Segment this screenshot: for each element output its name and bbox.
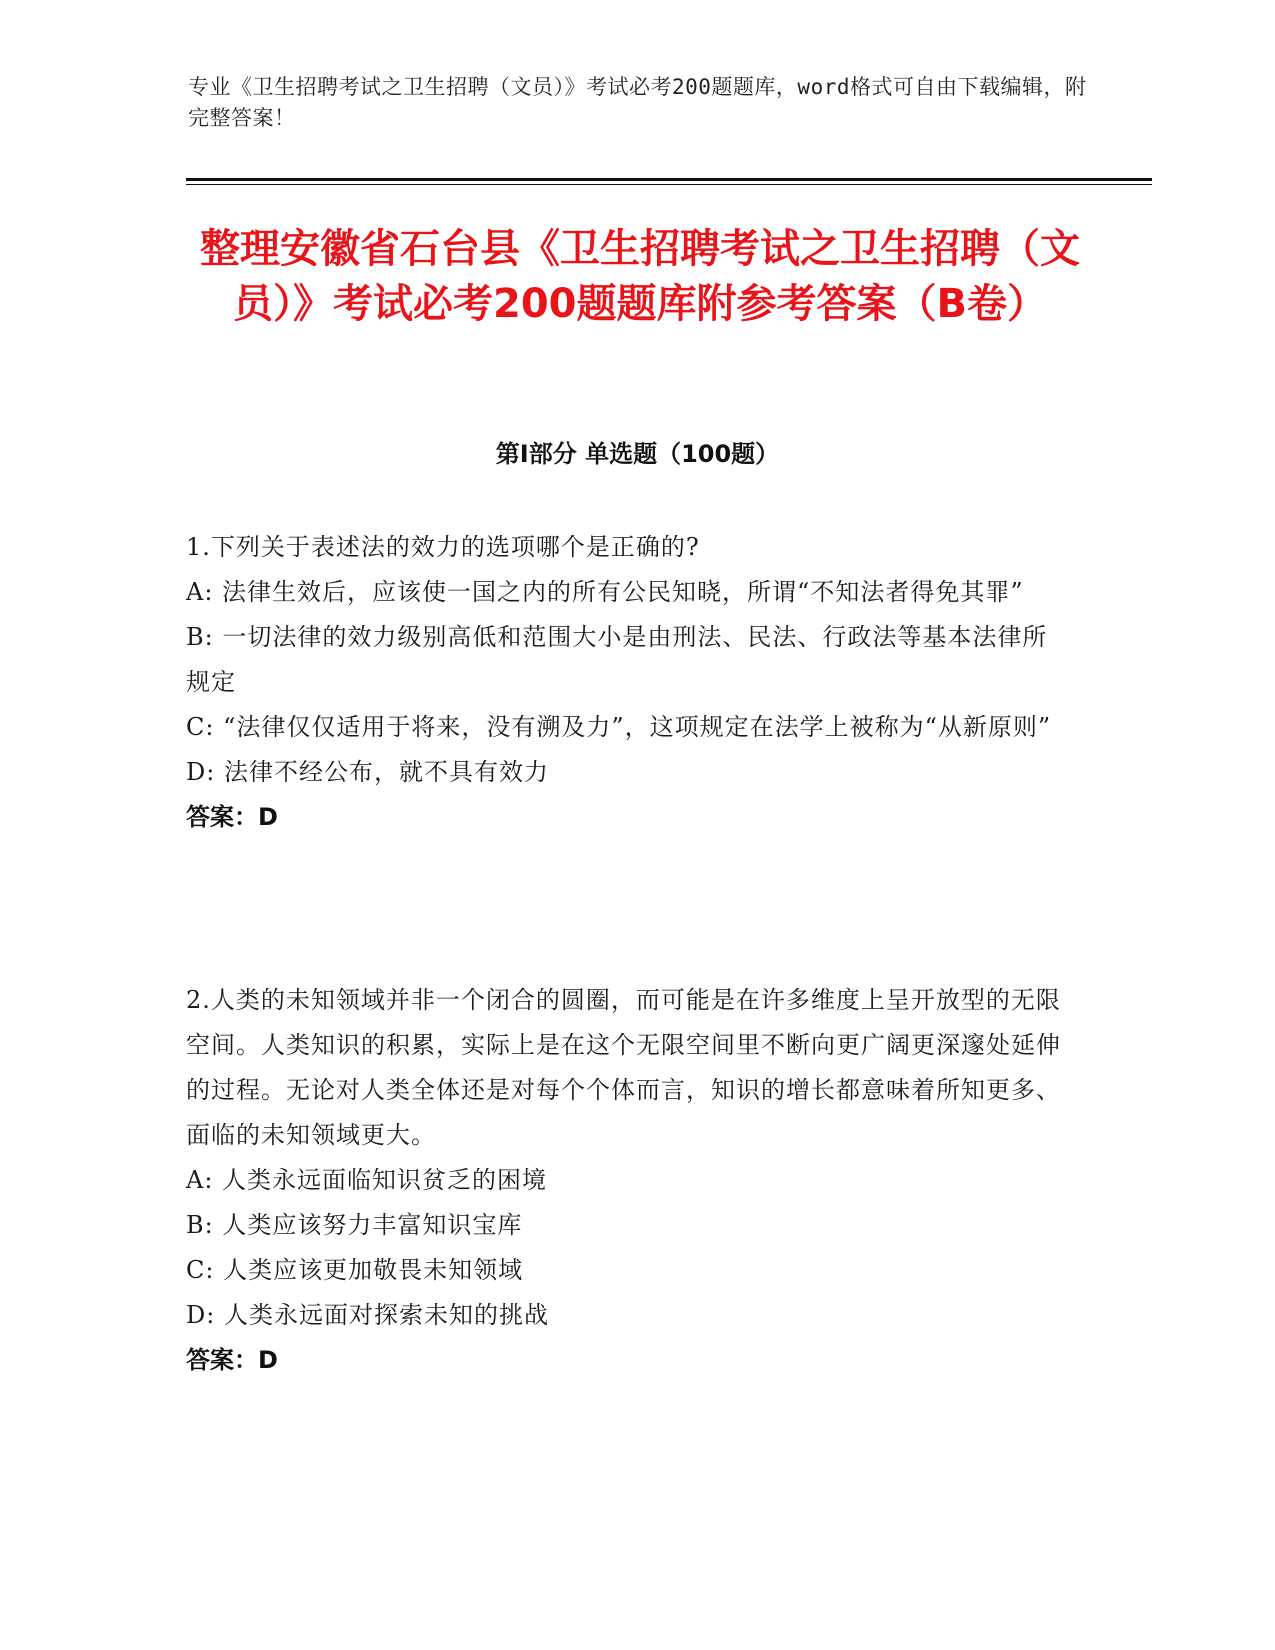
option-a: A: 法律生效后，应该使一国之内的所有公民知晓，所谓“不知法者得免其罪” [186, 578, 1024, 606]
option-a: A: 人类永远面临知识贫乏的困境 [186, 1166, 548, 1194]
header-note: 专业《卫生招聘考试之卫生招聘（文员）》考试必考200题题库，word格式可自由下载编辑，附完整答案！ [188, 75, 1087, 130]
document-title: 整理安徽省石台县《卫生招聘考试之卫生招聘（文员）》考试必考200题题库附参考答案（B卷） [200, 226, 1080, 327]
section-title: 第I部分 单选题（100题） [495, 440, 780, 468]
question-1 [186, 525, 1066, 840]
question-2 [186, 978, 1066, 1383]
answer-label: 答案：D [186, 803, 278, 831]
answer-label: 答案：D [186, 1346, 278, 1374]
header-divider-thick [186, 178, 1152, 181]
option-b: B: 一切法律的效力级别高低和范围大小是由刑法、民法、行政法等基本法律所规定 [186, 623, 1048, 696]
option-c: C: “法律仅仅适用于将来，没有溯及力”，这项规定在法学上被称为“从新原则” [186, 713, 1052, 741]
question-stem: 2.人类的未知领域并非一个闭合的圆圈，而可能是在许多维度上呈开放型的无限空间。人类知识的积累，实际上是在这个无限空间里不断向更广阔更深邃处延伸的过程。无论对人类全体还是对每个个体而言，知识的增长都意味着所知更多、面临的未知领域更大。 [186, 986, 1061, 1149]
option-c: C: 人类应该更加敬畏未知领域 [186, 1256, 524, 1284]
header-divider-thin [186, 184, 1152, 185]
question-stem: 1.下列关于表述法的效力的选项哪个是正确的? [186, 533, 700, 561]
option-b: B: 人类应该努力丰富知识宝库 [186, 1211, 523, 1239]
option-d: D: 法律不经公布，就不具有效力 [186, 758, 549, 786]
option-d: D: 人类永远面对探索未知的挑战 [186, 1301, 549, 1329]
